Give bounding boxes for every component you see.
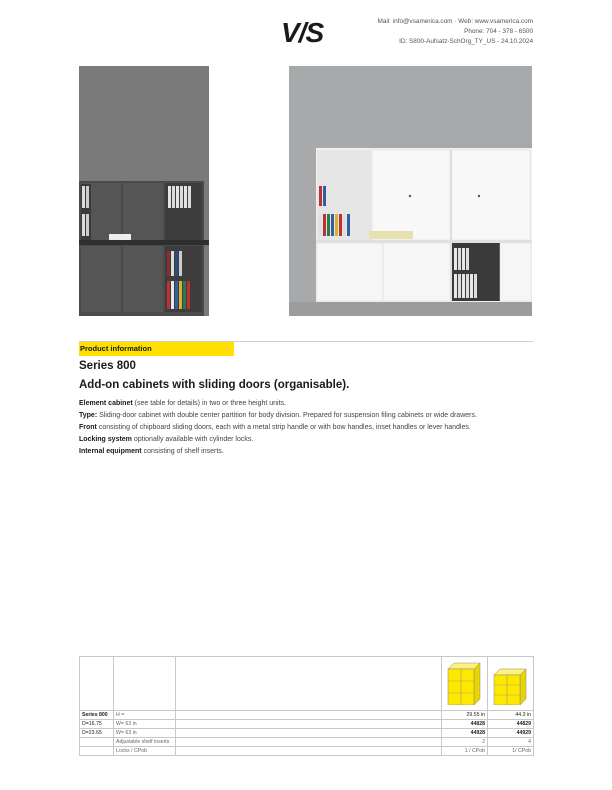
table-row: Adjustable shelf inserts 2 4	[80, 738, 534, 747]
table-row: D=16.75 W= 63 in 44828 44829	[80, 720, 534, 729]
table-header-row	[80, 657, 534, 711]
cabinet-2-height-icon	[442, 657, 488, 711]
cabinet-3-height-icon	[488, 657, 534, 711]
section-tag: Product information	[79, 342, 234, 356]
desc-element-cabinet: Element cabinet (see table for details) in two or three height units.	[79, 400, 286, 407]
product-description	[79, 398, 533, 458]
contact-mail-web: Mail: info@vsamerica.com · Web: www.vsamerica.com	[377, 18, 533, 25]
desc-locking-system: Locking system optionally available with cylinder locks.	[79, 436, 254, 443]
series-title: Series 800	[79, 360, 136, 372]
spec-table	[79, 656, 534, 756]
svg-text:V/S: V/S	[281, 17, 324, 46]
contact-block	[377, 17, 533, 47]
table-row: Series 800 H = 29.55 in 44.3 in	[80, 711, 534, 720]
desc-internal-equipment: Internal equipment consisting of shelf inserts.	[79, 448, 224, 455]
product-headline: Add-on cabinets with sliding doors (organisable).	[79, 379, 350, 391]
table-row: Locks / CPob 1 / CPob 1/ CPob	[80, 747, 534, 756]
vs-logo	[281, 16, 331, 46]
contact-phone: Phone: 704 - 378 - 6500	[464, 28, 533, 35]
document-id: ID: S800-Aufsatz-SchOrg_TY_US - 24.10.2024	[399, 38, 533, 45]
desc-front: Front consisting of chipboard sliding doors, each with a metal strip handle or with bow handles, inset handles or lever handles.	[79, 424, 471, 431]
desc-type: Type: Sliding-door cabinet with double center partition for body division. Prepared for suspension filing cabinets or wide drawers.	[79, 412, 477, 419]
product-photo-dark	[79, 66, 209, 316]
table-row: D=23.65 W= 63 in 44928 44929	[80, 729, 534, 738]
product-photo-white	[289, 66, 532, 316]
